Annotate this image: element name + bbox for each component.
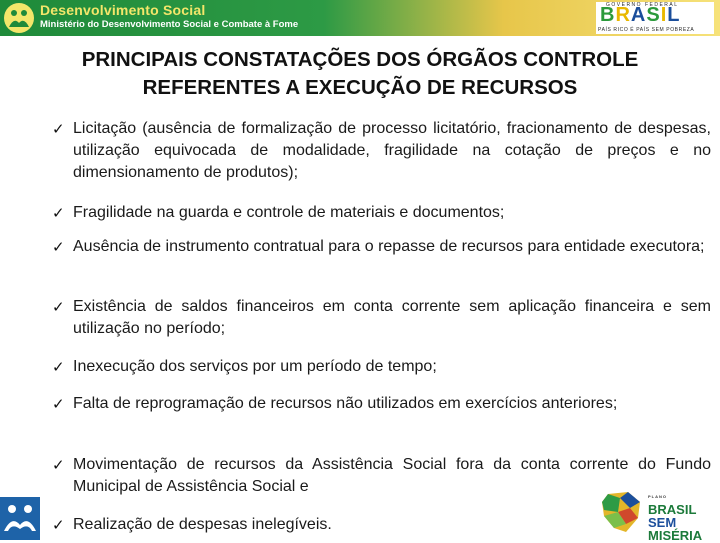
list-item-text: Inexecução dos serviços por um período de tempo;: [73, 358, 437, 375]
program-line: SEM: [648, 515, 677, 530]
gov-logo-letter: B: [600, 4, 616, 26]
page-title: [0, 46, 720, 102]
mds-logo-icon: [2, 1, 36, 35]
checkmark-icon: ✓: [52, 120, 65, 138]
title-line: PRINCIPAIS CONSTATAÇÕES DOS ÓRGÃOS CONTROLE: [81, 48, 639, 71]
checkmark-icon: ✓: [52, 238, 65, 256]
list-item: [46, 296, 711, 340]
program-line: BRASIL: [648, 502, 697, 517]
gov-logo-word: [600, 5, 680, 25]
gov-logo: [596, 2, 714, 34]
list-item: [46, 202, 711, 224]
gov-logo-letter: I: [660, 4, 668, 26]
list-item: [46, 393, 711, 415]
list-item: [46, 236, 711, 258]
list-item-text: Ausência de instrumento contratual para o repasse de recursos para entidade executora;: [73, 238, 705, 255]
gov-logo-letter: R: [615, 4, 631, 26]
list-item: [46, 118, 711, 184]
org-subtitle: Ministério do Desenvolvimento Social e Combate à Fome: [40, 19, 299, 30]
gov-slogan: PAÍS RICO É PAÍS SEM POBREZA: [598, 27, 695, 33]
gov-logo-letter: L: [667, 4, 681, 26]
program-name: [648, 490, 702, 542]
title-line: REFERENTES A EXECUÇÃO DE RECURSOS: [142, 76, 578, 99]
header-banner: [0, 0, 720, 36]
checkmark-icon: ✓: [52, 456, 65, 474]
checkmark-icon: ✓: [52, 204, 65, 222]
checkmark-icon: ✓: [52, 516, 65, 534]
program-small-label: PLANO: [648, 494, 667, 499]
list-item: [46, 356, 711, 378]
program-line: MISÉRIA: [648, 528, 703, 543]
gov-logo-letter: A: [630, 4, 647, 26]
brasil-sem-miseria-logo: [596, 486, 706, 543]
list-item-text: Realização de despesas inelegíveis.: [73, 516, 332, 533]
checkmark-icon: ✓: [52, 395, 65, 413]
list-item-text: Falta de reprogramação de recursos não utilizados em exercícios anteriores;: [73, 395, 618, 412]
checkmark-icon: ✓: [52, 358, 65, 376]
brazil-map-icon: [598, 488, 644, 536]
list-item-text: Licitação (ausência de formalização de processo licitatório, fracionamento de despesas, utilização equivocada de modalidade, fragilidade na cotação de preços e no dimensionamento de produtos);: [73, 120, 711, 181]
gov-logo-small-text: GOVERNO FEDERAL: [606, 2, 679, 8]
list-item-text: Existência de saldos financeiros em conta corrente sem aplicação financeira e sem utilização no período;: [73, 298, 711, 337]
org-title: Desenvolvimento Social: [40, 2, 206, 18]
gov-logo-letter: S: [646, 4, 661, 26]
list-item-text: Fragilidade na guarda e controle de materiais e documentos;: [73, 204, 505, 221]
checkmark-icon: ✓: [52, 298, 65, 316]
list-item-text: Movimentação de recursos da Assistência Social fora da conta corrente do Fundo Municipal de Assistência Social e: [73, 456, 711, 495]
people-icon: [0, 497, 40, 540]
